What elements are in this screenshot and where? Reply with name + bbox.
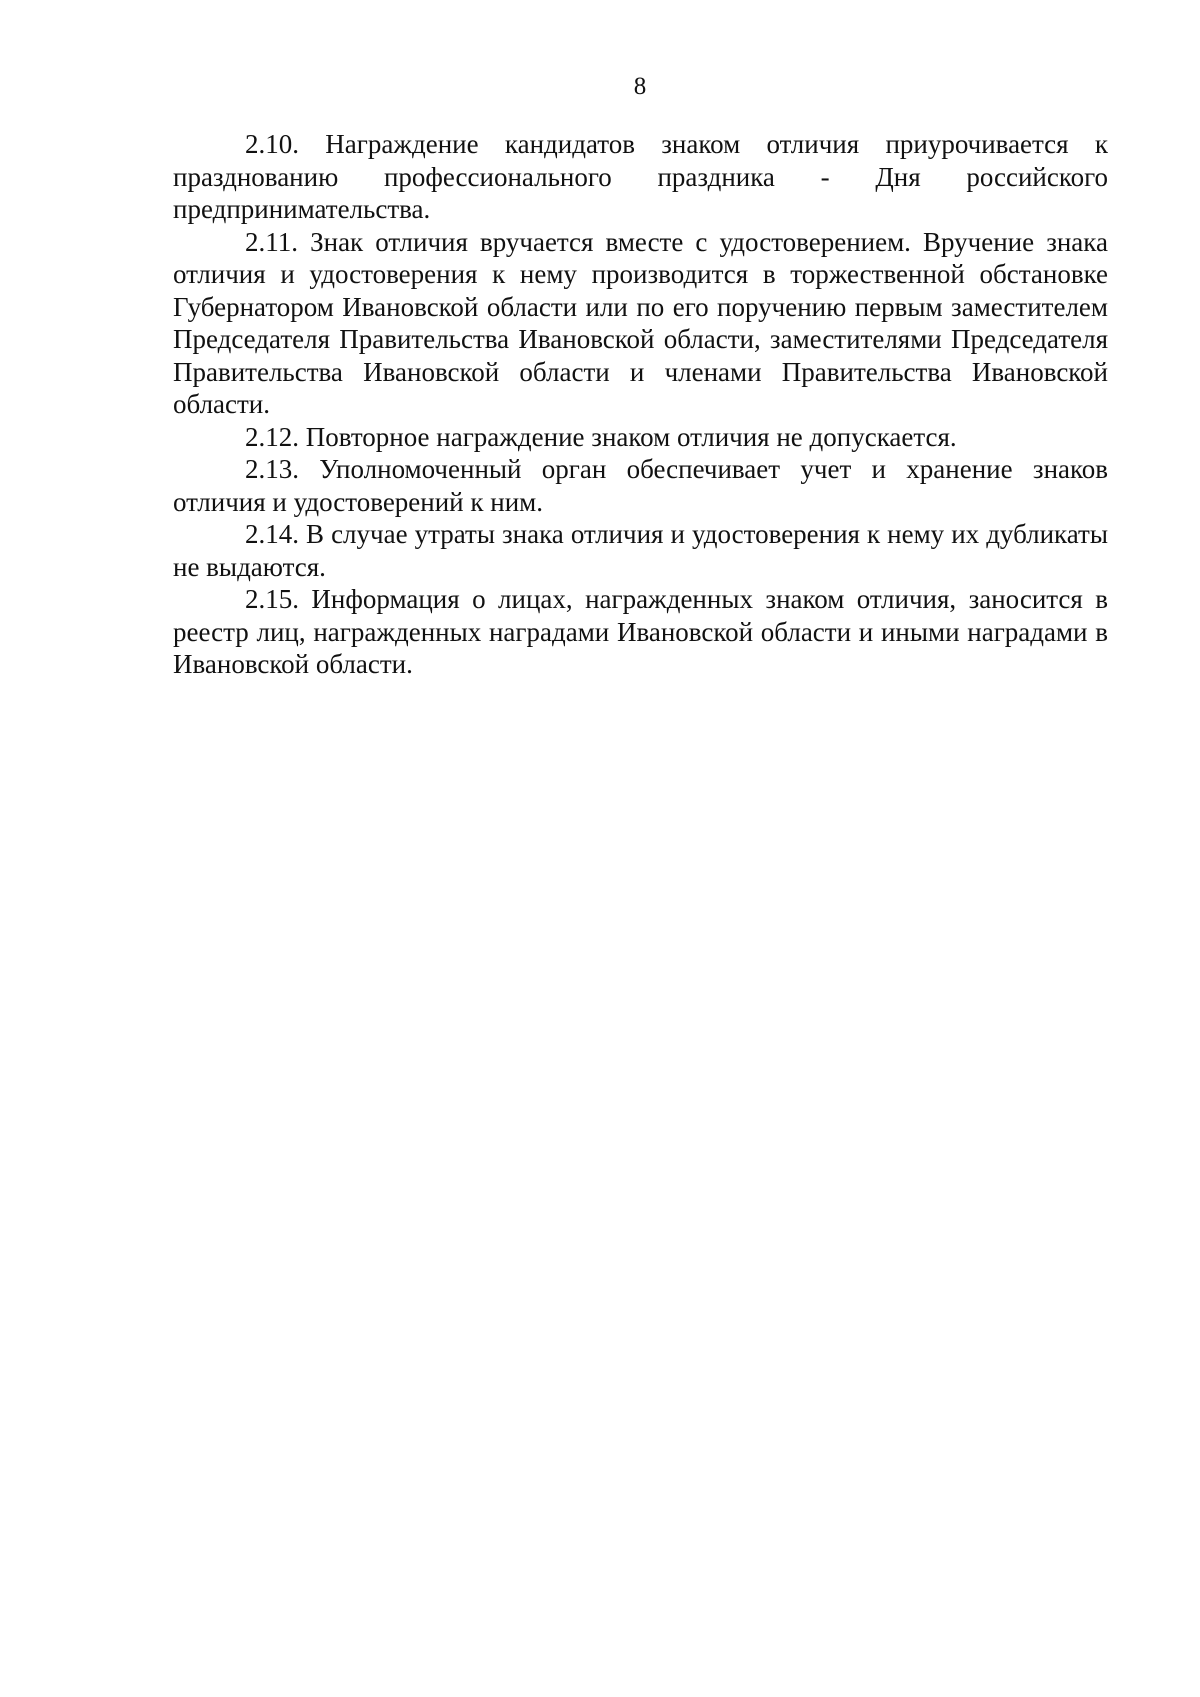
paragraph-2-14: 2.14. В случае утраты знака отличия и удостоверения к нему их дубликаты не выдаются. [173,519,1108,582]
paragraph-2-15: 2.15. Информация о лицах, награжденных знаком отличия, заносится в реестр лиц, награжденных наградами Ивановской области и иными наградами в Ивановской области. [173,584,1108,679]
document-body [173,128,1108,681]
paragraph-2-12: 2.12. Повторное награждение знаком отличия не допускается. [245,421,957,452]
paragraph-2-11: 2.11. Знак отличия вручается вместе с удостоверением. Вручение знака отличия и удостоверения к нему производится в торжественной обстановке Губернатором Ивановской области или по его поручению первым заместителем Председателя Правительства Ивановской области, заместителями Председателя Правительства Ивановской области и членами Правительства Ивановской области. [173,226,1108,419]
paragraph-2-10: 2.10. Награждение кандидатов знаком отличия приурочивается к празднованию профессионального праздника - Дня российского предпринимательства. [173,129,1108,224]
paragraph-2-13: 2.13. Уполномоченный орган обеспечивает учет и хранение знаков отличия и удостоверений к ним. [173,454,1108,517]
page-number: 8 [633,73,647,100]
